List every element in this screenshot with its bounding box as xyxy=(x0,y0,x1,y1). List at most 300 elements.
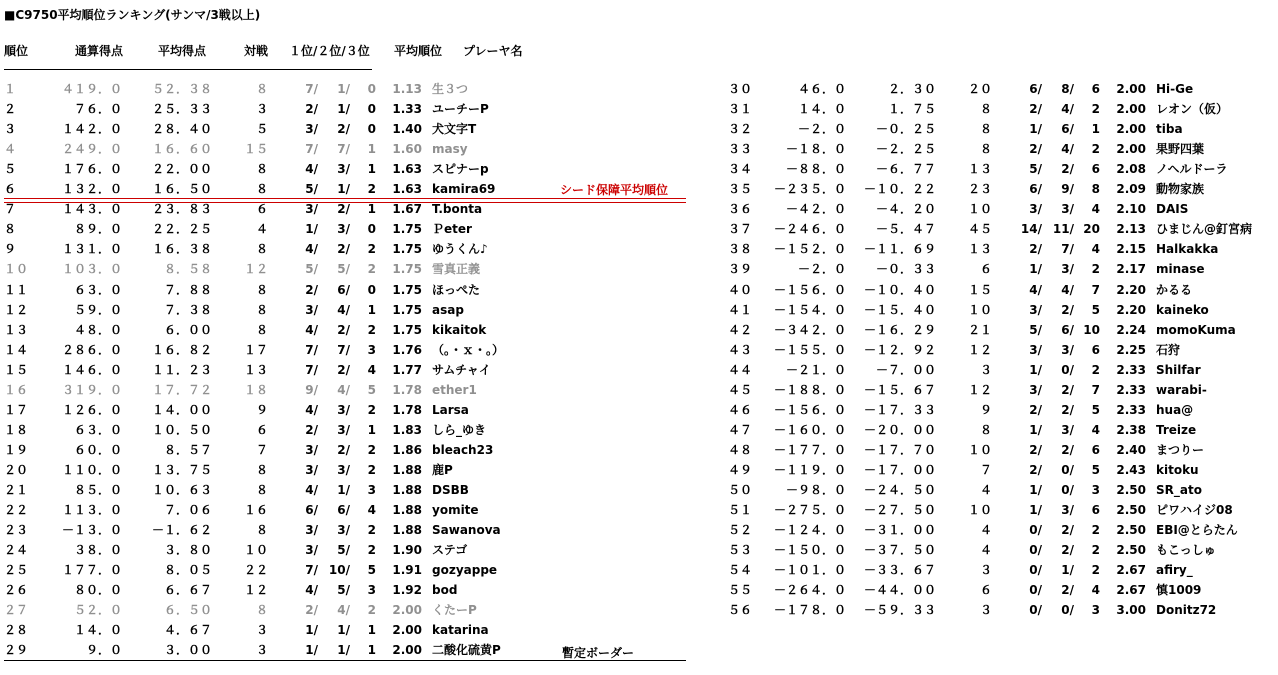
cell-second: 1/ xyxy=(337,102,350,117)
cell-total: ５２．０ xyxy=(73,603,122,618)
cell-rank: ８ xyxy=(4,222,17,237)
cell-first: 1/ xyxy=(1029,483,1042,497)
table-row xyxy=(728,119,1268,139)
cell-second: 4/ xyxy=(1061,102,1074,117)
cell-total: ３８．０ xyxy=(73,543,122,558)
cell-rank: ６ xyxy=(4,182,17,197)
cell-second: 6/ xyxy=(1061,322,1074,337)
cell-player: かるる xyxy=(1156,282,1193,297)
cell-second: 3/ xyxy=(337,523,350,538)
cell-avg-rank: 1.60 xyxy=(392,142,422,157)
cell-total: －２４６．０ xyxy=(773,222,846,237)
cell-third: 6 xyxy=(1091,342,1100,357)
cell-first: 6/ xyxy=(305,503,318,518)
cell-avg: １．７５ xyxy=(887,102,936,117)
cell-third: 7 xyxy=(1091,282,1100,297)
cell-total: １１０．０ xyxy=(61,462,122,477)
cell-total: ２８６．０ xyxy=(61,342,122,357)
cell-avg: －１７．３３ xyxy=(863,402,936,417)
cell-player: （。・ｘ・。） xyxy=(432,342,505,357)
cell-games: ４５ xyxy=(967,222,992,237)
cell-avg: －２．２５ xyxy=(875,142,936,157)
cell-games: ８ xyxy=(255,162,268,177)
cell-total: １４２．０ xyxy=(61,122,122,137)
cell-first: 1/ xyxy=(1029,122,1042,137)
cell-avg: －４４．００ xyxy=(863,583,936,598)
cell-avg: －０．３３ xyxy=(875,262,936,277)
cell-third: 5 xyxy=(1091,302,1100,317)
cell-player: ゆうくん♪ xyxy=(432,242,488,257)
cell-second: 4/ xyxy=(1061,282,1074,297)
table-row xyxy=(728,380,1268,400)
cell-second: 0/ xyxy=(1061,483,1074,497)
cell-avg: －１．６２ xyxy=(151,523,212,538)
cell-first: 14/ xyxy=(1020,222,1042,237)
table-row xyxy=(4,420,544,440)
cell-games: ４ xyxy=(979,543,992,558)
cell-third: 2 xyxy=(1091,142,1100,157)
cell-second: 3/ xyxy=(337,402,350,417)
cell-games: ３ xyxy=(979,563,992,578)
table-row xyxy=(4,139,544,159)
cell-games: ３ xyxy=(255,643,268,658)
cell-first: 4/ xyxy=(305,162,318,177)
table-row xyxy=(4,640,544,660)
cell-second: 2/ xyxy=(1061,302,1074,317)
cell-avg-rank: 2.00 xyxy=(392,643,422,658)
cell-third: 0 xyxy=(367,102,376,117)
cell-avg: １４．００ xyxy=(151,402,212,417)
cell-rank: ３９ xyxy=(728,262,753,277)
cell-rank: ３２ xyxy=(728,122,753,137)
cell-player: momoKuma xyxy=(1156,322,1236,337)
cell-avg-rank: 2.09 xyxy=(1116,182,1146,197)
cell-player: bleach23 xyxy=(432,442,494,457)
header-rank: 順位 xyxy=(4,44,29,58)
cell-avg-rank: 1.92 xyxy=(392,583,422,598)
cell-avg-rank: 2.67 xyxy=(1116,563,1146,578)
cell-first: 5/ xyxy=(1029,322,1042,337)
cell-player: スピナーp xyxy=(432,162,489,177)
cell-rank: ２７ xyxy=(4,603,29,618)
cell-avg-rank: 2.33 xyxy=(1116,382,1146,397)
cell-rank: ５１ xyxy=(728,503,753,518)
cell-avg: －４．２０ xyxy=(875,202,936,217)
cell-games: ３ xyxy=(255,623,268,638)
cell-rank: ３８ xyxy=(728,242,753,257)
cell-avg-rank: 1.91 xyxy=(392,563,422,578)
cell-games: ８ xyxy=(255,462,268,477)
cell-games: ８ xyxy=(255,282,268,297)
table-row xyxy=(4,239,544,259)
cell-rank: ２ xyxy=(4,102,17,117)
cell-player: minase xyxy=(1156,262,1205,277)
cell-rank: １０ xyxy=(4,262,29,277)
cell-second: 1/ xyxy=(337,182,350,197)
cell-games: ６ xyxy=(255,202,268,217)
cell-games: １２ xyxy=(243,262,268,277)
table-row xyxy=(728,300,1268,320)
cell-third: 3 xyxy=(367,483,376,497)
cell-games: ８ xyxy=(255,322,268,337)
cell-third: 5 xyxy=(1091,402,1100,417)
cell-total: ６３．０ xyxy=(73,282,122,297)
cell-first: 0/ xyxy=(1029,523,1042,538)
cell-total: －１８８．０ xyxy=(773,382,846,397)
cell-player: 動物家族 xyxy=(1156,182,1205,197)
table-row xyxy=(4,340,544,360)
cell-avg: －２４．５０ xyxy=(863,483,936,497)
cell-player: gozyappe xyxy=(432,563,498,578)
cell-rank: １８ xyxy=(4,422,29,437)
table-row xyxy=(728,79,1268,99)
cell-second: 10/ xyxy=(328,563,350,578)
cell-avg: －６．７７ xyxy=(875,162,936,177)
cell-avg-rank: 1.78 xyxy=(392,402,422,417)
cell-avg-rank: 2.00 xyxy=(392,623,422,638)
cell-player: Treize xyxy=(1156,422,1197,437)
cell-player: ほっぺた xyxy=(432,282,481,297)
cell-total: ４８．０ xyxy=(73,322,122,337)
cell-games: ２０ xyxy=(967,82,992,96)
cell-avg: ２３．８３ xyxy=(151,202,212,217)
cell-total: ８９．０ xyxy=(73,222,122,237)
cell-first: 0/ xyxy=(1029,603,1042,618)
cell-games: ４ xyxy=(979,483,992,497)
cell-avg-rank: 2.00 xyxy=(1116,82,1146,96)
cell-games: ６ xyxy=(979,583,992,598)
table-row xyxy=(4,380,544,400)
table-row xyxy=(728,199,1268,219)
cell-games: ８ xyxy=(255,302,268,317)
cell-total: ２４９．０ xyxy=(61,142,122,157)
cell-avg-rank: 2.15 xyxy=(1116,242,1146,257)
cell-third: 2 xyxy=(1091,262,1100,277)
cell-games: １３ xyxy=(243,362,268,377)
cell-avg: ３．００ xyxy=(163,643,212,658)
cell-avg: －０．２５ xyxy=(875,122,936,137)
cell-avg: －３１．００ xyxy=(863,523,936,538)
cell-third: 2 xyxy=(367,242,376,257)
cell-third: 2 xyxy=(367,462,376,477)
cell-second: 3/ xyxy=(1061,262,1074,277)
cell-games: ７ xyxy=(255,442,268,457)
cell-avg: ７．３８ xyxy=(163,302,212,317)
cell-third: 2 xyxy=(1091,102,1100,117)
cell-rank: ４０ xyxy=(728,282,753,297)
cell-first: 2/ xyxy=(305,603,318,618)
cell-games: ８ xyxy=(979,122,992,137)
cell-avg: ２２．２５ xyxy=(151,222,212,237)
cell-rank: ５３ xyxy=(728,543,753,558)
cell-third: 2 xyxy=(367,182,376,197)
cell-second: 2/ xyxy=(1061,402,1074,417)
table-row xyxy=(728,239,1268,259)
cell-rank: ４４ xyxy=(728,362,753,377)
cell-avg-rank: 2.40 xyxy=(1116,442,1146,457)
cell-rank: ２３ xyxy=(4,523,29,538)
table-row xyxy=(728,500,1268,520)
cell-games: １２ xyxy=(243,583,268,598)
table-row xyxy=(728,440,1268,460)
cell-second: 4/ xyxy=(337,302,350,317)
cell-second: 7/ xyxy=(337,342,350,357)
cell-avg: １６．５０ xyxy=(151,182,212,197)
cell-avg-rank: 2.00 xyxy=(1116,122,1146,137)
cell-second: 1/ xyxy=(337,643,350,658)
cell-games: １３ xyxy=(967,162,992,177)
cell-rank: ３７ xyxy=(728,222,753,237)
cell-player: ノヘルドーラ xyxy=(1156,162,1228,177)
cell-total: ６０．０ xyxy=(73,442,122,457)
cell-player: 鹿P xyxy=(432,462,453,477)
cell-total: －２１．０ xyxy=(785,362,846,377)
cell-rank: ５６ xyxy=(728,603,753,618)
cell-avg-rank: 2.67 xyxy=(1116,583,1146,598)
cell-third: 3 xyxy=(1091,603,1100,618)
table-row xyxy=(728,520,1268,540)
table-row xyxy=(728,219,1268,239)
cell-player: Hi-Ge xyxy=(1156,82,1194,96)
cell-third: 4 xyxy=(1091,242,1100,257)
cell-total: ６３．０ xyxy=(73,422,122,437)
cell-total: ４６．０ xyxy=(797,82,846,96)
cell-total: －２７５．０ xyxy=(773,503,846,518)
cell-rank: １５ xyxy=(4,362,29,377)
cell-first: 2/ xyxy=(1029,462,1042,477)
cell-rank: ３４ xyxy=(728,162,753,177)
cell-avg-rank: 2.00 xyxy=(392,603,422,618)
table-row xyxy=(4,580,544,600)
table-row xyxy=(4,179,544,199)
cell-avg-rank: 1.76 xyxy=(392,342,422,357)
cell-player: Halkakka xyxy=(1156,242,1219,257)
table-row xyxy=(4,620,544,640)
cell-avg: ６．００ xyxy=(163,322,212,337)
cell-rank: １４ xyxy=(4,342,29,357)
cell-player: ステゴ xyxy=(432,543,468,558)
cell-avg-rank: 2.50 xyxy=(1116,503,1146,518)
cell-avg: －１７．００ xyxy=(863,462,936,477)
cell-first: 0/ xyxy=(1029,583,1042,598)
cell-third: 1 xyxy=(367,422,376,437)
cell-player: しら_ゆき xyxy=(432,422,487,437)
cell-rank: １ xyxy=(4,82,17,96)
cell-avg: １６．８２ xyxy=(151,342,212,357)
cell-avg-rank: 2.10 xyxy=(1116,202,1146,217)
cell-games: １０ xyxy=(967,442,992,457)
cell-first: 3/ xyxy=(1029,382,1042,397)
cell-total: －１５５．０ xyxy=(773,342,846,357)
header-rule xyxy=(4,69,372,70)
cell-third: 0 xyxy=(367,122,376,137)
cell-avg: －１０．２２ xyxy=(863,182,936,197)
cell-avg-rank: 2.13 xyxy=(1116,222,1146,237)
cell-rank: １６ xyxy=(4,382,29,397)
cell-avg: ７．８８ xyxy=(163,282,212,297)
cell-third: 6 xyxy=(1091,162,1100,177)
cell-first: 3/ xyxy=(305,523,318,538)
cell-games: １７ xyxy=(243,342,268,357)
cell-player: Donitz72 xyxy=(1156,603,1217,618)
table-row xyxy=(4,440,544,460)
cell-first: 2/ xyxy=(1029,142,1042,157)
cell-second: 3/ xyxy=(1061,342,1074,357)
cell-avg: －２７．５０ xyxy=(863,503,936,518)
cell-avg-rank: 1.88 xyxy=(392,462,422,477)
cell-third: 7 xyxy=(1091,382,1100,397)
cell-total: －１７８．０ xyxy=(773,603,846,618)
cell-second: 6/ xyxy=(337,282,350,297)
cell-first: 3/ xyxy=(305,442,318,457)
cell-games: ２３ xyxy=(967,182,992,197)
cell-avg-rank: 1.75 xyxy=(392,222,422,237)
cell-games: １８ xyxy=(243,382,268,397)
cell-second: 3/ xyxy=(337,162,350,177)
cell-first: 9/ xyxy=(305,382,318,397)
cell-third: 1 xyxy=(367,302,376,317)
cell-total: ９．０ xyxy=(85,643,122,658)
cell-avg-rank: 1.90 xyxy=(392,543,422,558)
cell-rank: ２１ xyxy=(4,483,29,497)
cell-avg: －１７．７０ xyxy=(863,442,936,457)
cell-rank: ４６ xyxy=(728,402,753,417)
cell-second: 5/ xyxy=(337,583,350,598)
cell-first: 4/ xyxy=(305,322,318,337)
cell-second: 2/ xyxy=(337,242,350,257)
table-row xyxy=(4,259,544,279)
header-games: 対戦 xyxy=(244,44,269,58)
cell-first: 3/ xyxy=(1029,302,1042,317)
cell-first: 1/ xyxy=(305,643,318,658)
cell-games: １５ xyxy=(243,142,268,157)
cell-rank: ５４ xyxy=(728,563,753,578)
cell-second: 3/ xyxy=(1061,503,1074,518)
cell-rank: １７ xyxy=(4,402,29,417)
cell-second: 1/ xyxy=(337,82,350,96)
cell-second: 3/ xyxy=(337,222,350,237)
cell-games: ８ xyxy=(979,102,992,117)
cell-games: ２２ xyxy=(243,563,268,578)
cell-third: 5 xyxy=(1091,462,1100,477)
cell-player: 二酸化硫黄P xyxy=(432,643,501,658)
cell-first: 5/ xyxy=(305,182,318,197)
cell-third: 1 xyxy=(1091,122,1100,137)
table-row xyxy=(728,540,1268,560)
cell-second: 4/ xyxy=(1061,142,1074,157)
table-row xyxy=(4,600,544,620)
cell-rank: ４７ xyxy=(728,422,753,437)
cell-avg: －１６．２９ xyxy=(863,322,936,337)
cell-first: 7/ xyxy=(305,342,318,357)
cell-rank: ３６ xyxy=(728,202,753,217)
cell-avg: ８．５７ xyxy=(163,442,212,457)
cell-avg-rank: 1.75 xyxy=(392,302,422,317)
cell-avg: ２５．３３ xyxy=(151,102,212,117)
cell-player: 果野四葉 xyxy=(1156,142,1205,157)
cell-rank: ５ xyxy=(4,162,17,177)
cell-first: 4/ xyxy=(305,402,318,417)
cell-avg-rank: 1.88 xyxy=(392,503,422,518)
cell-rank: １２ xyxy=(4,302,29,317)
cell-first: 1/ xyxy=(305,222,318,237)
cell-third: 1 xyxy=(367,162,376,177)
cell-third: 3 xyxy=(367,342,376,357)
cell-third: 5 xyxy=(367,382,376,397)
cell-avg-rank: 2.33 xyxy=(1116,402,1146,417)
cell-games: ５ xyxy=(255,122,268,137)
table-row xyxy=(4,300,544,320)
cell-first: 0/ xyxy=(1029,563,1042,578)
cell-first: 7/ xyxy=(305,142,318,157)
cell-third: 20 xyxy=(1083,222,1100,237)
cell-games: ２１ xyxy=(967,322,992,337)
cell-first: 5/ xyxy=(305,262,318,277)
cell-player: kitoku xyxy=(1156,462,1199,477)
table-row xyxy=(728,580,1268,600)
cell-total: －８８．０ xyxy=(785,162,846,177)
cell-avg-rank: 2.38 xyxy=(1116,422,1146,437)
cell-third: 4 xyxy=(367,362,376,377)
cell-total: －１１９．０ xyxy=(773,462,846,477)
cell-total: －３４２．０ xyxy=(773,322,846,337)
cell-rank: ３１ xyxy=(728,102,753,117)
cell-player: T.bonta xyxy=(432,202,483,217)
cell-second: 2/ xyxy=(337,322,350,337)
cell-games: １３ xyxy=(967,242,992,257)
cell-rank: ２４ xyxy=(4,543,29,558)
header-total: 通算得点 xyxy=(75,44,124,58)
cell-total: １７６．０ xyxy=(61,162,122,177)
cell-third: 2 xyxy=(367,523,376,538)
cell-third: 2 xyxy=(1091,362,1100,377)
cell-avg-rank: 1.78 xyxy=(392,382,422,397)
cell-third: 6 xyxy=(1091,503,1100,518)
cell-avg-rank: 2.00 xyxy=(1116,102,1146,117)
cell-avg-rank: 1.77 xyxy=(392,362,422,377)
cell-avg: －１５．４０ xyxy=(863,302,936,317)
cell-rank: ２８ xyxy=(4,623,29,638)
cell-first: 2/ xyxy=(305,282,318,297)
cell-total: ７６．０ xyxy=(73,102,122,117)
cell-first: 3/ xyxy=(1029,342,1042,357)
cell-total: １４．０ xyxy=(73,623,122,638)
cell-total: －１５４．０ xyxy=(773,302,846,317)
cell-second: 3/ xyxy=(1061,422,1074,437)
cell-games: ７ xyxy=(979,462,992,477)
cell-player: くたーP xyxy=(432,603,477,618)
table-row xyxy=(4,500,544,520)
cell-avg-rank: 1.88 xyxy=(392,523,422,538)
cell-rank: ４２ xyxy=(728,322,753,337)
cell-second: 2/ xyxy=(1061,523,1074,538)
table-row xyxy=(4,540,544,560)
cell-total: －９８．０ xyxy=(785,483,846,497)
cell-rank: １３ xyxy=(4,322,29,337)
cell-games: ４ xyxy=(255,222,268,237)
cell-second: 7/ xyxy=(337,142,350,157)
cell-second: 6/ xyxy=(1061,122,1074,137)
cell-first: 4/ xyxy=(1029,282,1042,297)
cell-avg: ２８．４０ xyxy=(151,122,212,137)
cell-avg: １１．２３ xyxy=(151,362,212,377)
cell-first: 3/ xyxy=(305,122,318,137)
cell-avg-rank: 2.00 xyxy=(1116,142,1146,157)
cell-player: 犬文字T xyxy=(432,122,477,137)
cell-second: 1/ xyxy=(1061,563,1074,578)
cell-rank: １１ xyxy=(4,282,29,297)
cell-avg-rank: 1.86 xyxy=(392,442,422,457)
